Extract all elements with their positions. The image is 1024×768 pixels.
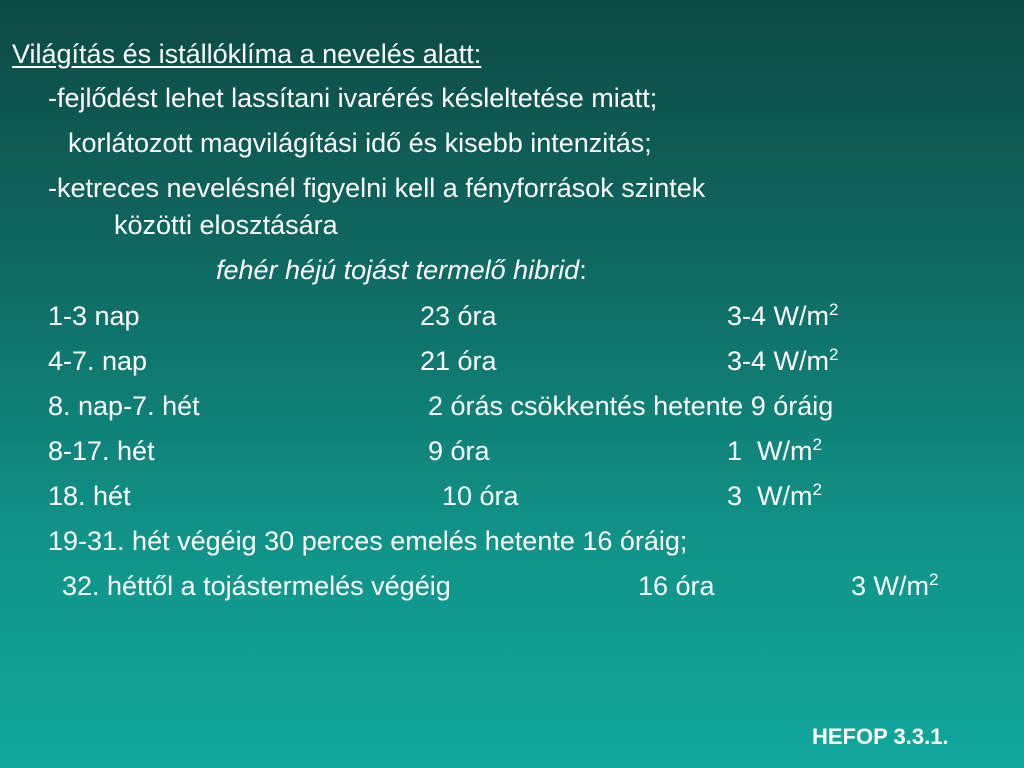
row-hours: 21 óra [420, 346, 497, 376]
footer-label: HEFOP 3.3.1. [812, 724, 949, 749]
row-intensity: 3-4 $W/m^2$ [727, 345, 839, 376]
subheading-text: fehér héjú tojást termelő hibrid [216, 255, 580, 285]
row-hours: 10 óra [442, 481, 519, 511]
row-hours: 9 óra [428, 436, 490, 466]
row-hours: 23 óra [420, 301, 497, 331]
row-period: 8-17. hét [48, 436, 155, 466]
row-period: 32. héttől a tojástermelés végéig [62, 571, 451, 601]
bullet-development: -fejlődést lehet lassítani ivarérés késleltetése miatt; [48, 83, 658, 113]
slide-title: Világítás és istállóklíma a nevelés alatt: [12, 39, 482, 69]
row-intensity: 3-4 $W/m^2$ [727, 300, 839, 331]
subheading-colon: : [579, 255, 587, 285]
row-hours: 16 óra [638, 571, 715, 601]
row-period: 8. nap-7. hét [48, 391, 200, 421]
row-intensity: 1 $W/m^2$ [727, 435, 822, 466]
row-period: 4-7. nap [48, 346, 148, 376]
row-intensity: 3 $W/m^2$ [727, 480, 822, 511]
line-weeks-19-31: 19-31. hét végéig 30 perces emelés hetente 16 óráig; [48, 526, 688, 556]
row-note: 2 órás csökkentés hetente 9 óráig [428, 391, 834, 421]
row-intensity: 3 $W/m^2$ [851, 570, 939, 601]
row-period: 18. hét [48, 481, 131, 511]
subheading [216, 254, 587, 286]
bullet-cage-rearing-line2: közötti elosztására [114, 210, 338, 240]
row-period: 1-3 nap [48, 301, 140, 331]
bullet-cage-rearing-line1: -ketreces nevelésnél figyelni kell a fényforrások szintek [48, 173, 706, 203]
bullet-development-continued: korlátozott magvilágítási idő és kisebb intenzitás; [68, 128, 652, 158]
